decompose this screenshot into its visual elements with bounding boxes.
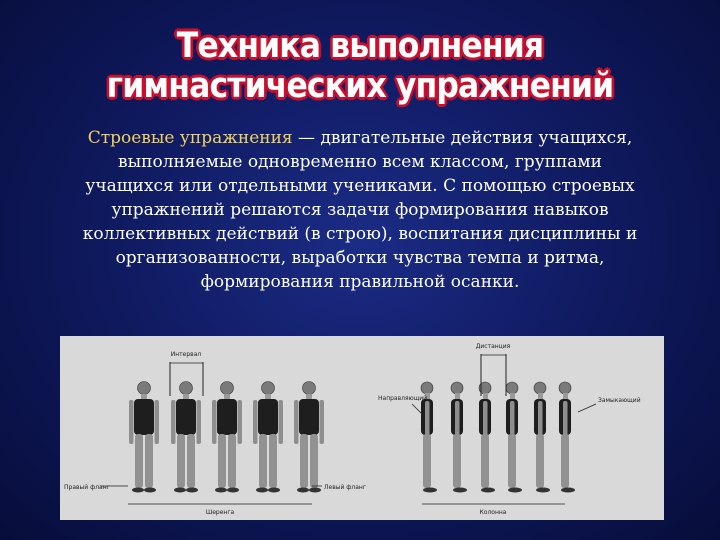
column-person-2 [451,382,467,493]
column-person-5 [534,382,550,493]
text-line-2: выполняемые одновременно всем классом, группами [118,152,602,172]
line-person-1 [129,382,159,493]
guide-label: Направляющий [378,395,428,402]
left-flank-label: Левый фланг [324,484,366,491]
formation-diagram [60,336,664,520]
definition-paragraph [6,126,714,294]
term-highlight: Строевые упражнения [87,128,293,148]
column-person-6 [559,382,575,493]
width-label: Шеренга [205,509,235,516]
text-line-1: — двигательные действия учащихся, [292,128,633,148]
right-flank-label: Правый фланг [64,484,110,491]
text-line-5: коллективных действий (в строю), воспитания дисциплины и [82,224,638,244]
line-person-4 [253,382,283,493]
line-person-5 [294,382,324,493]
line-person-2 [171,382,201,493]
column-person-3 [479,382,495,493]
text-line-7: формирования правильной осанки. [200,272,520,292]
column-person-4 [506,382,522,493]
text-line-3: учащихся или отдельными учениками. С помощью строевых [85,176,635,196]
guide-leader [412,404,422,414]
last-label: Замыкающий [598,397,641,404]
last-leader [578,404,596,412]
line-person-3 [212,382,242,493]
text-line-4: упражнений решаются задачи формирования навыков [111,200,609,220]
formation-figure [60,336,664,520]
distance-label: Дистанция [475,343,511,350]
text-line-6: организованности, выработки чувства темпа и ритма, [115,248,605,268]
interval-label: Интервал [170,351,202,358]
depth-label: Колонна [479,509,507,516]
slide-title: Техника выполнения гимнастических упражнений [106,26,614,106]
